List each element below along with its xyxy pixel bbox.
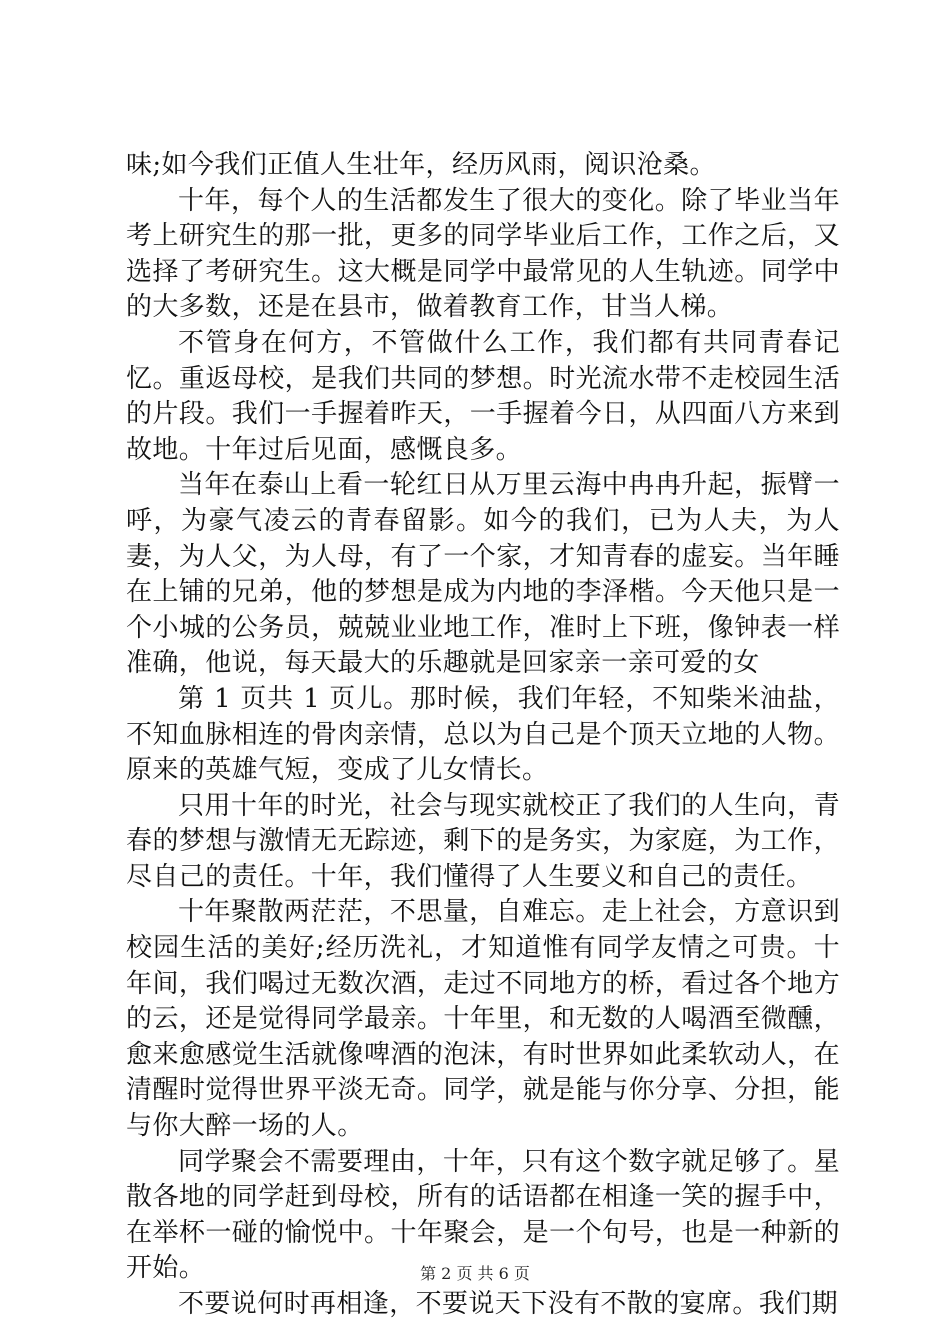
page-number-footer: 第 2 页 共 6 页 bbox=[420, 1264, 530, 1283]
paragraph-4: 当年在泰山上看一轮红日从万里云海中冉冉升起，振臂一呼，为豪气凌云的青春留影。如今的我们，已为人夫，为人妻，为人父，为人母，有了一个家，才知青春的虚妄。当年睡在上铺的兄弟，他的梦想是成为内地的李泽楷。今天他只是一个小城的公务员，兢兢业业地工作，准时上下班，像钟表一样准确，他说，每天最大的乐趣就是回家亲一亲可爱的女 bbox=[126, 470, 840, 679]
paragraph-9: 不要说何时再相逢，不要说天下没有不散的宴席。我们期 bbox=[178, 1289, 839, 1319]
paragraph-1: 味;如今我们正值人生壮年，经历风雨，阅识沧桑。 bbox=[126, 150, 716, 180]
paragraph-6: 只用十年的时光，社会与现实就校正了我们的人生向，青春的梦想与激情无无踪迹，剩下的是务实，为家庭，为工作，尽自己的责任。十年，我们懂得了人生要义和自己的责任。 bbox=[126, 790, 840, 892]
document-body bbox=[126, 148, 840, 1323]
paragraph-5: 第 1 页共 1 页儿。那时候，我们年轻，不知柴米油盐，不知血脉相连的骨肉亲情，总以为自己是个顶天立地的人物。原来的英雄气短，变成了儿女情长。 bbox=[126, 683, 840, 786]
paragraph-8: 同学聚会不需要理由，十年，只有这个数字就足够了。星散各地的同学赶到母校，所有的话语都在相逢一笑的握手中，在举杯一碰的愉悦中。十年聚会，是一个句号，也是一种新的开始。 bbox=[126, 1146, 840, 1284]
paragraph-3: 不管身在何方，不管做什么工作，我们都有共同青春记忆。重返母校，是我们共同的梦想。时光流水带不走校园生活的片段。我们一手握着昨天，一手握着今日，从四面八方来到故地。十年过后见面，感慨良多。 bbox=[126, 327, 840, 465]
paragraph-7: 十年聚散两茫茫，不思量，自难忘。走上社会，方意识到校园生活的美好;经历洗礼，才知道惟有同学友情之可贵。十年间，我们喝过无数次酒，走过不同地方的桥，看过各个地方的云，还是觉得同学最亲。十年里，和无数的人喝酒至微醺，愈来愈感觉生活就像啤酒的泡沫，有时世界如此柔软动人，在清醒时觉得世界平淡无奇。同学，就是能与你分享、分担，能与你大醉一场的人。 bbox=[126, 897, 840, 1142]
paragraph-2: 十年，每个人的生活都发生了很大的变化。除了毕业当年考上研究生的那一批，更多的同学毕业后工作，工作之后，又选择了考研究生。这大概是同学中最常见的人生轨迹。同学中的大多数，还是在县市，做着教育工作，甘当人梯。 bbox=[126, 185, 840, 323]
